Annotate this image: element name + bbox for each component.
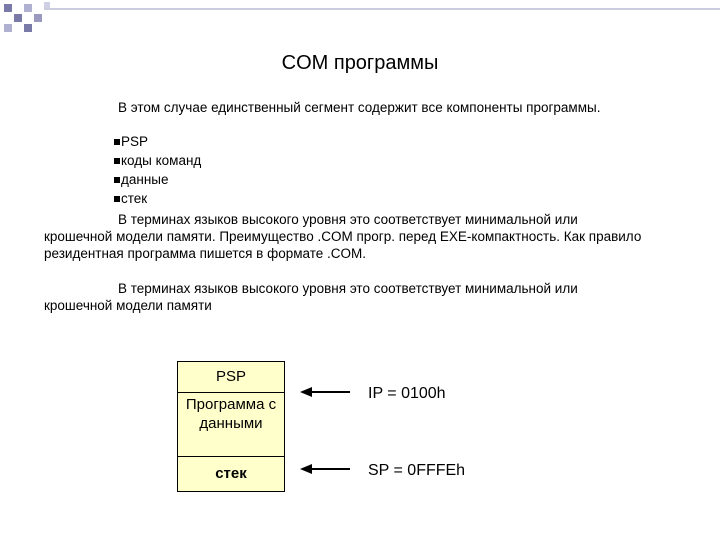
square-bullet-icon — [114, 139, 120, 145]
sp-arrow-icon — [300, 461, 352, 477]
bullet-item — [114, 133, 148, 150]
intro-paragraph — [44, 99, 644, 116]
intro-text: В этом случае единственный сегмент содержит все компоненты программы. — [118, 100, 601, 115]
bullet-label: PSP — [121, 134, 149, 149]
bullet-label: коды команд — [121, 153, 202, 168]
bullet-label: данные — [121, 172, 169, 187]
bullet-item — [114, 190, 147, 207]
sp-label: SP = 0FFFEh — [368, 462, 466, 479]
stack-cell: стек — [178, 456, 284, 491]
ip-label: IP = 0100h — [368, 385, 446, 402]
square-bullet-icon — [114, 196, 120, 202]
corner-decoration — [0, 0, 720, 40]
square-bullet-icon — [114, 158, 120, 164]
paragraph-1 — [44, 211, 644, 262]
memory-layout-diagram — [177, 361, 285, 492]
paragraph-2-text: В терминах языков высокого уровня это соответствует минимальной или крошечной модели памяти — [44, 281, 578, 313]
ip-arrow-icon — [300, 384, 352, 400]
bullet-label: стек — [121, 191, 148, 206]
bullet-item — [114, 171, 169, 188]
bullet-item — [114, 152, 201, 169]
paragraph-1-text: В терминах языков высокого уровня это соответствует минимальной или крошечной модели памяти. Преимущество .COM прогр. перед EXE-компактность. Как правило резидентная программа пишется в формате .COM. — [44, 212, 642, 261]
program-data-cell: Программа с данными — [178, 392, 284, 456]
psp-cell: PSP — [215, 368, 246, 385]
paragraph-2 — [44, 280, 644, 314]
square-bullet-icon — [114, 177, 120, 183]
slide-title: COM программы — [281, 52, 439, 74]
